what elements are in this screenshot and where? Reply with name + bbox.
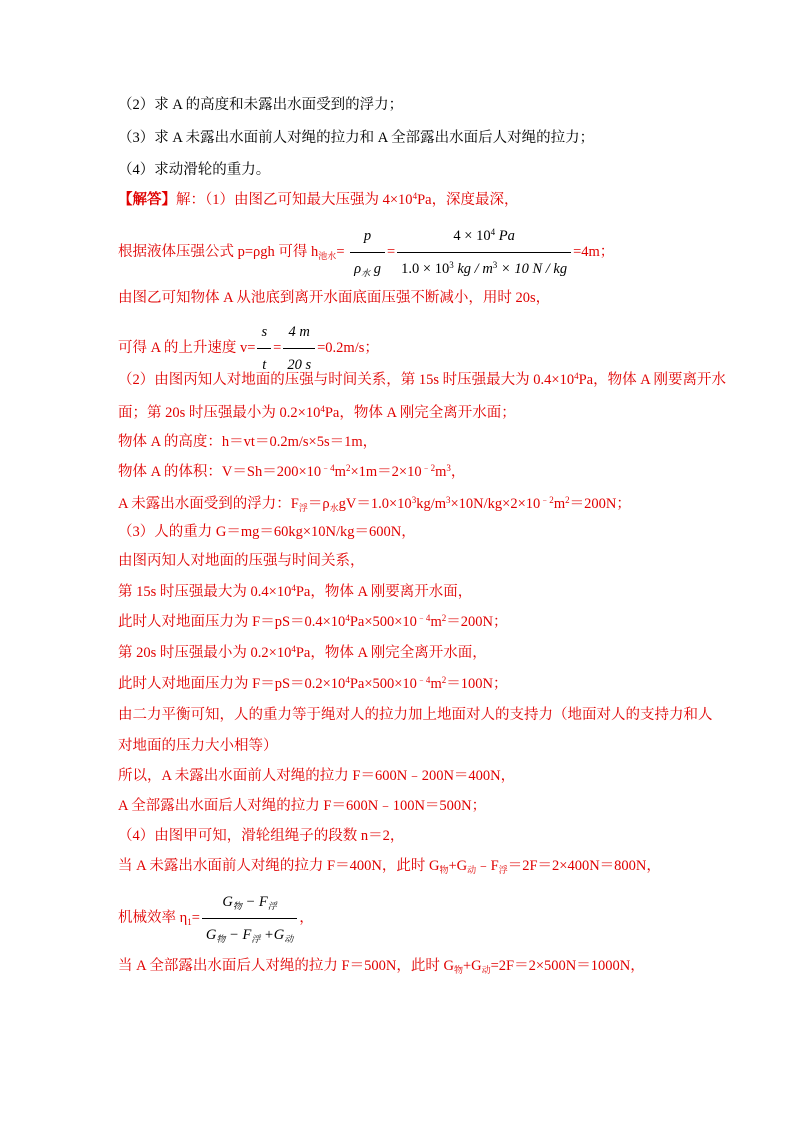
answer-line-11: 由图丙知人对地面的压强与时间关系，	[118, 553, 365, 569]
answer-line-6: 面；第 20s 时压强最小为 $0.2\times 10^4Pa$，物体 A 刚完全离开水面；	[118, 404, 516, 421]
answer-line-12: 第 15s 时压强最大为 $0.4\times 10^4Pa$，物体 A 刚要离开水面，	[118, 583, 473, 600]
question-3: （3）求 A 未露出水面前人对绳的拉力和 A 全部露出水面后人对绳的拉力；	[118, 130, 595, 146]
answer-line-18: 所以，A 未露出水面前人对绳的拉力 F＝600N﹣200N＝400N，	[118, 768, 516, 784]
answer-line-3: 由图乙可知物体 A 从池底到离开水面底面压强不断减小，用时 20s，	[118, 290, 551, 306]
fraction-4m-over-20s: $\frac{4 m}{20 s}$	[283, 318, 315, 379]
fraction-efficiency: $\frac{G_物 - F_浮}{G_物 - F_浮 +G_动}$	[202, 888, 297, 949]
question-4: （4）求动滑轮的重力。	[118, 162, 271, 178]
answer-line-4-velocity: 可得 A 的上升速度 v= $\frac{s}{t}$ = $\frac{4 m}{20 s}$ =0.2m/s；	[118, 318, 379, 379]
answer-line-23: 当 A 全部露出水面后人对绳的拉力 F＝500N，此时 $G_物+G_动=2F=2\times 500N=1000N$，	[118, 958, 645, 975]
answer-line-13: 此时人对地面压力为 $F=pS=0.4\times 10^4Pa\times 500\times 10^{﹣4}m^2=200N$；	[118, 613, 508, 630]
answer-line-15: 此时人对地面压力为 $F=pS=0.2\times 10^4Pa\times 500\times 10^{﹣4}m^2=100N$；	[118, 675, 508, 692]
answer-line-9: A 未露出水面受到的浮力：$F_浮=\rho_水gV=1.0\times 10^3kg/m^3\times 10N/kg\times 2\times 10^{﹣2}m^2=200N$；	[118, 495, 631, 513]
answer-tag: 【解答】	[118, 192, 176, 208]
answer-line-5: （2）由图丙知人对地面的压强与时间关系，第 15s 时压强最大为 $0.4\times 10^4Pa$，物体 A 刚要离开水	[118, 371, 726, 388]
answer-line-21: 当 A 未露出水面前人对绳的拉力 F＝400N，此时 $G_物+G_动﹣F_浮=2F=2\times 400N=800N$，	[118, 858, 661, 875]
answer-line-16: 由二力平衡可知，人的重力等于绳对人的拉力加上地面对人的支持力（地面对人的支持力和人	[118, 707, 713, 723]
fraction-depth-numeric: $\frac{4 \times 10^4 Pa}{1.0 \times 10^3 kg / m^3 \times 10 N / kg}$	[397, 222, 571, 283]
answer-line-14: 第 20s 时压强最小为 $0.2\times 10^4Pa$，物体 A 刚完全离开水面，	[118, 644, 487, 661]
fraction-p-over-rho-g: $\frac{p}{\rho_水 g}$	[350, 222, 385, 283]
fraction-s-over-t: $\frac{s}{t}$	[257, 318, 271, 379]
answer-line-10: （3）人的重力 G＝mg＝60kg×10N/kg＝600N，	[118, 524, 416, 540]
answer-line-19: A 全部露出水面后人对绳的拉力 F＝600N﹣100N＝500N；	[118, 798, 487, 814]
answer-line-1: 【解答】解：（1）由图乙可知最大压强为 $4\times 10^4Pa$，深度最深，	[118, 191, 519, 208]
question-2: （2）求 A 的高度和未露出水面受到的浮力；	[118, 97, 404, 113]
answer-line-7: 物体 A 的高度：h＝vt＝0.2m/s×5s＝1m，	[118, 434, 378, 450]
answer-line-17: 对地面的压力大小相等）	[118, 738, 278, 754]
answer-line-8: 物体 A 的体积：$V=Sh=200\times 10^{﹣4}m^2\times 1m=2\times 10^{﹣2}m^3$，	[118, 463, 466, 480]
answer-line-2-formula: 根据液体压强公式 p=ρgh 可得 $h_{池水}=$ $\frac{p}{\rho_水 g}$ = $\frac{4 \times 10^4 Pa}{1.0 \times 10^3 kg / m^3 \times 10 N / kg}$ =4m；	[118, 222, 614, 283]
answer-line-20: （4）由图甲可知，滑轮组绳子的段数 n＝2，	[118, 828, 405, 844]
answer-line-22-efficiency: 机械效率 $\eta_1=$ $\frac{G_物 - F_浮}{G_物 - F_浮 +G_动}$ ，	[118, 888, 314, 949]
